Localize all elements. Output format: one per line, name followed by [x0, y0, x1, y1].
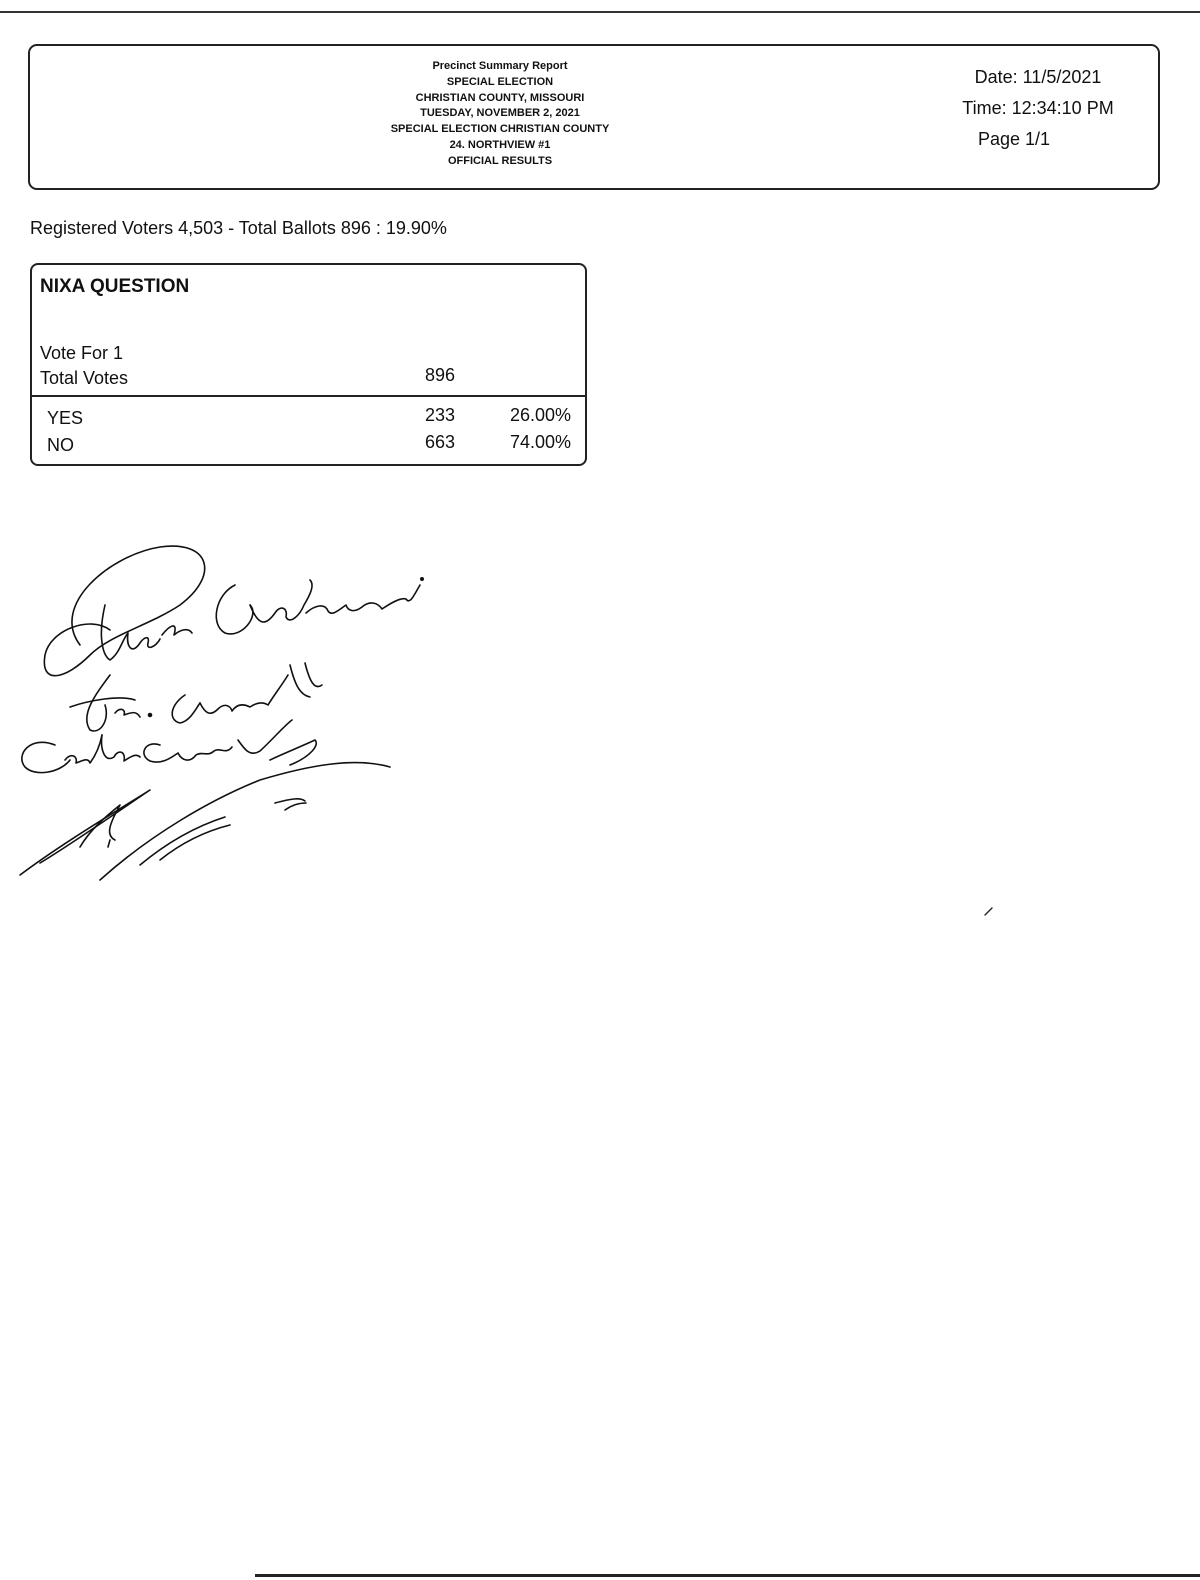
- report-time: Time: 12:34:10 PM: [962, 98, 1114, 118]
- vote-for-label: Vote For 1: [40, 343, 124, 363]
- stray-pen-mark: [983, 905, 995, 917]
- jurisdiction: CHRISTIAN COUNTY, MISSOURI: [415, 91, 585, 104]
- divider: [32, 395, 585, 397]
- precinct-name: 24. NORTHVIEW #1: [449, 138, 551, 151]
- report-title: Precinct Summary Report: [432, 60, 568, 72]
- contest-box: [30, 263, 587, 466]
- choice-name: NO: [47, 435, 74, 455]
- contest-title: NIXA QUESTION: [40, 276, 190, 297]
- turnout-summary: Registered Voters 4,503 - Total Ballots 896 : 19.90%: [30, 218, 447, 238]
- report-header: [28, 44, 1160, 190]
- choice-votes: 663: [424, 432, 455, 452]
- report-title-block: [330, 59, 670, 170]
- scan-edge-bottom: [255, 1574, 1200, 1577]
- choice-percent: 74.00%: [509, 432, 571, 452]
- choice-percent: 26.00%: [509, 405, 571, 425]
- handwritten-signatures: [10, 535, 430, 895]
- choice-name: YES: [47, 408, 84, 428]
- choice-row-yes: [32, 405, 585, 431]
- election-name: SPECIAL ELECTION: [446, 75, 554, 88]
- total-votes-value: 896: [424, 365, 455, 385]
- results-status: OFFICIAL RESULTS: [447, 154, 553, 167]
- election-date: TUESDAY, NOVEMBER 2, 2021: [420, 107, 580, 120]
- total-votes-label: Total Votes: [40, 368, 129, 388]
- page-number: Page 1/1: [977, 129, 1051, 149]
- report-date: Date: 11/5/2021: [974, 67, 1102, 87]
- election-description: SPECIAL ELECTION CHRISTIAN COUNTY: [390, 123, 610, 136]
- choice-row-no: [32, 432, 585, 458]
- scan-edge-top: [0, 11, 1200, 13]
- report-meta: [928, 62, 1148, 155]
- choice-votes: 233: [424, 405, 455, 425]
